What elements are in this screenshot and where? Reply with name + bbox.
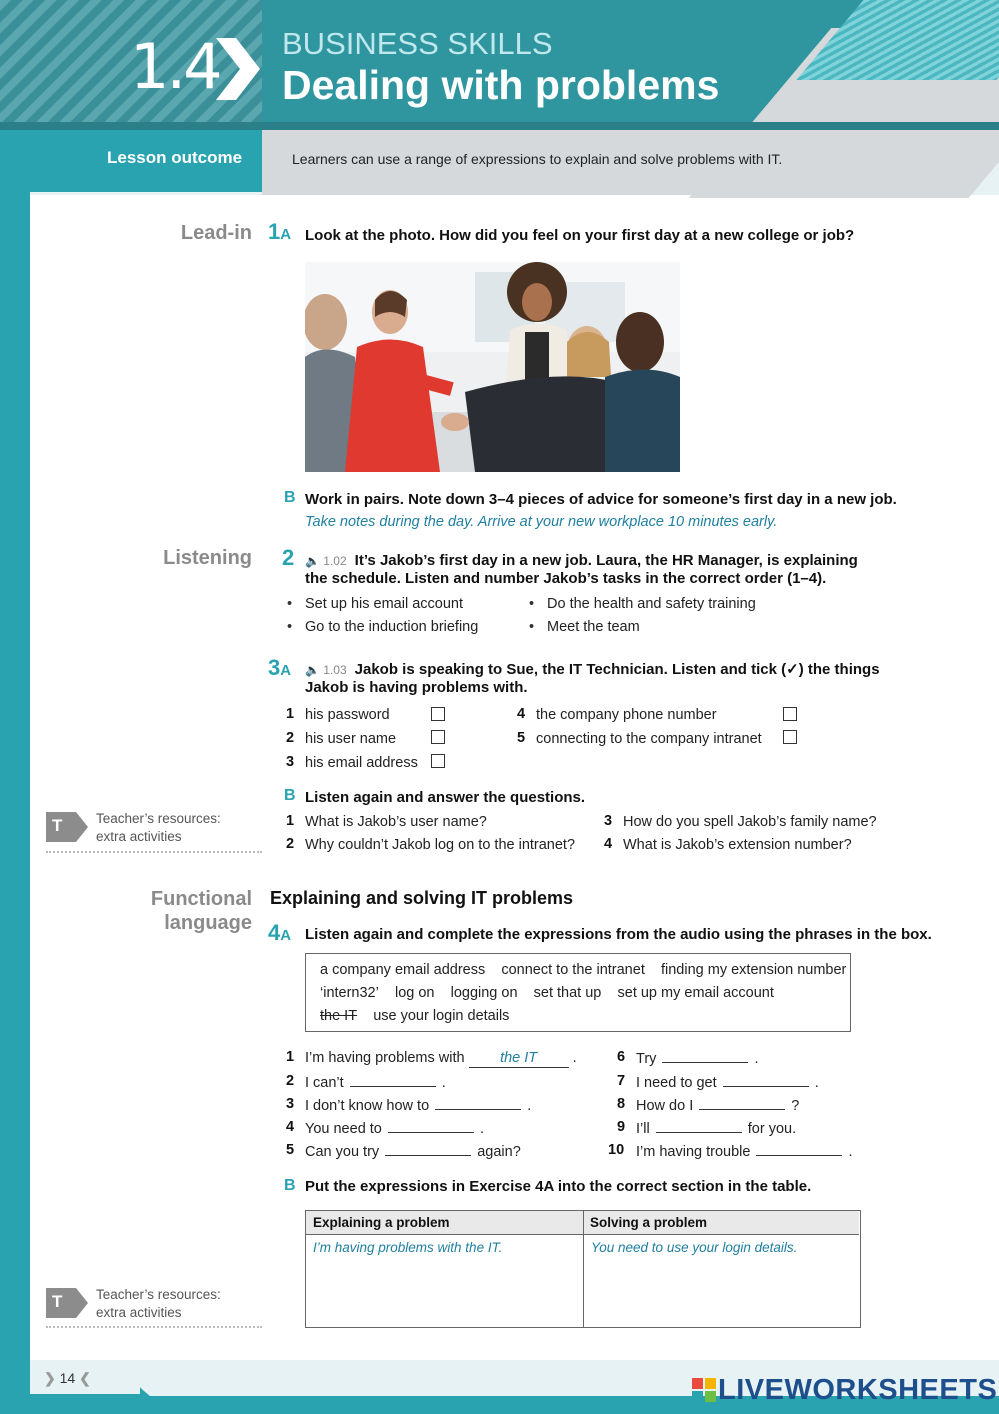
problem-text: his email address bbox=[305, 755, 418, 771]
page-number-value: 14 bbox=[59, 1370, 76, 1386]
exercise-3b-instruction: Listen again and answer the questions. bbox=[305, 789, 586, 806]
sentence: I can’t . bbox=[305, 1075, 446, 1091]
phrase-row bbox=[320, 961, 846, 979]
exercise-2-number: 2 bbox=[282, 545, 295, 570]
answer-blank[interactable] bbox=[656, 1119, 742, 1133]
liveworksheets-logo-icon bbox=[692, 1378, 716, 1402]
question-text: Why couldn’t Jakob log on to the intranet? bbox=[305, 837, 576, 853]
answer-blank[interactable] bbox=[388, 1119, 474, 1133]
tick-checkbox[interactable] bbox=[431, 754, 445, 768]
problem-text: his password bbox=[305, 707, 390, 723]
exercise-3a-instruction bbox=[305, 660, 880, 680]
table-divider bbox=[583, 1211, 584, 1327]
sentence-number: 7 bbox=[617, 1073, 626, 1089]
question-number: 4 bbox=[604, 836, 613, 852]
divider bbox=[46, 851, 262, 853]
teacher-icon-letter: T bbox=[52, 1292, 63, 1311]
task-item: • Meet the team bbox=[547, 619, 640, 635]
tick-checkbox[interactable] bbox=[431, 730, 445, 744]
answer-blank[interactable] bbox=[435, 1096, 521, 1110]
chevron-right-icon: ❯ bbox=[44, 1370, 56, 1386]
listening-heading: Listening bbox=[163, 547, 252, 569]
chevron-left-icon: ❮ bbox=[79, 1370, 91, 1386]
exercise-2-line-2: the schedule. Listen and number Jakob’s tasks in the correct order (1–4). bbox=[305, 570, 827, 587]
exercise-1a-instruction: Look at the photo. How did you feel on your first day at a new college or job? bbox=[305, 227, 855, 244]
sentence: I’m having problems with the IT . bbox=[305, 1050, 577, 1066]
tick-checkbox[interactable] bbox=[431, 707, 445, 721]
answer-blank[interactable] bbox=[350, 1073, 436, 1087]
exercise-4b-letter: B bbox=[284, 1177, 296, 1194]
divider bbox=[46, 1326, 262, 1328]
exercise-4a-letter: A bbox=[280, 927, 292, 944]
functional-language-title: Explaining and solving IT problems bbox=[270, 888, 574, 908]
answer-blank[interactable] bbox=[469, 1049, 569, 1068]
task-item: • Set up his email account bbox=[305, 596, 463, 612]
problem-text: his user name bbox=[305, 731, 397, 747]
sentence-number: 9 bbox=[617, 1119, 626, 1135]
sentence-number: 1 bbox=[286, 1049, 295, 1065]
phrase-row bbox=[320, 1007, 509, 1025]
page-number bbox=[44, 1370, 91, 1387]
task-item: • Go to the induction briefing bbox=[305, 619, 478, 635]
sentence-number: 3 bbox=[286, 1096, 295, 1112]
answer-blank[interactable] bbox=[385, 1142, 471, 1156]
unit-number: 1.4 bbox=[130, 30, 220, 103]
sentence-number: 4 bbox=[286, 1119, 295, 1135]
table-example-solving: You need to use your login details. bbox=[591, 1240, 798, 1255]
outcome-label: Lesson outcome bbox=[107, 148, 243, 167]
sentence-number: 6 bbox=[617, 1049, 626, 1065]
exercise-1a-letter: A bbox=[280, 226, 292, 243]
left-strip bbox=[0, 130, 30, 1390]
problem-text: the company phone number bbox=[536, 707, 717, 723]
phrase-item[interactable]: use your login details bbox=[373, 1008, 510, 1024]
exercise-4a-instruction: Listen again and complete the expressions from the audio using the phrases in the box. bbox=[305, 926, 932, 943]
exercise-1b-instruction: Work in pairs. Note down 3–4 pieces of advice for someone’s first day in a new job. bbox=[305, 491, 897, 508]
question-number: 1 bbox=[286, 813, 295, 829]
sentence: I’m having trouble . bbox=[636, 1144, 853, 1160]
audio-track-label: 1.02 bbox=[323, 554, 347, 568]
exercise-4b-instruction: Put the expressions in Exercise 4A into the correct section in the table. bbox=[305, 1178, 812, 1195]
speaker-icon: 🔈 bbox=[305, 663, 320, 677]
sentence-number: 2 bbox=[286, 1073, 295, 1089]
teacher-resources-label: Teacher’s resources: extra activities bbox=[96, 1287, 221, 1320]
problem-text: connecting to the company intranet bbox=[536, 731, 762, 747]
teacher-icon-letter: T bbox=[52, 816, 63, 835]
sentence: Can you try again? bbox=[305, 1144, 521, 1160]
answer-blank[interactable] bbox=[699, 1096, 785, 1110]
exercise-3a-line-1: Jakob is speaking to Sue, the IT Technician. Listen and tick (✓) the things bbox=[354, 661, 880, 678]
brand-wordmark: LIVEWORKSHEETS bbox=[718, 1374, 998, 1406]
table-header-explaining: Explaining a problem bbox=[306, 1211, 583, 1235]
functional-language-heading: Functional language bbox=[150, 888, 252, 934]
exercise-3-number: 3A bbox=[268, 655, 292, 680]
phrase-item[interactable]: finding my extension number bbox=[660, 962, 847, 978]
problem-number: 5 bbox=[517, 730, 526, 746]
chevron-right-icon bbox=[212, 38, 260, 100]
phrase-item[interactable]: set up my email account bbox=[617, 985, 774, 1001]
tick-checkbox[interactable] bbox=[783, 730, 797, 744]
table-cell-solving-input[interactable] bbox=[587, 1261, 857, 1323]
question-text: What is Jakob’s user name? bbox=[305, 814, 487, 830]
phrase-item[interactable]: set that up bbox=[533, 985, 602, 1001]
exercise-2-line-1: It’s Jakob’s first day in a new job. Laura, the HR Manager, is explaining bbox=[354, 552, 858, 569]
question-number: 3 bbox=[604, 813, 613, 829]
table-example-explaining: I’m having problems with the IT. bbox=[313, 1240, 503, 1255]
problem-number: 2 bbox=[286, 730, 295, 746]
exercise-1-number: 1A bbox=[268, 219, 292, 244]
sentence: You need to . bbox=[305, 1121, 484, 1137]
sentence: How do I ? bbox=[636, 1098, 800, 1114]
page-title: Dealing with problems bbox=[282, 62, 720, 108]
task-item: • Do the health and safety training bbox=[547, 596, 756, 612]
teacher-resources-label: Teacher’s resources: extra activities bbox=[96, 811, 221, 844]
sentence: I’ll for you. bbox=[636, 1121, 797, 1137]
lead-in-heading: Lead-in bbox=[180, 222, 252, 244]
audio-track-label: 1.03 bbox=[323, 663, 347, 677]
problem-number: 1 bbox=[286, 706, 295, 722]
sentence: I need to get . bbox=[636, 1075, 819, 1091]
tick-checkbox[interactable] bbox=[783, 707, 797, 721]
exercise-3a-letter: A bbox=[280, 662, 292, 679]
speaker-icon: 🔈 bbox=[305, 554, 320, 568]
problem-number: 3 bbox=[286, 754, 295, 770]
exercise-3a-line-2: Jakob is having problems with. bbox=[305, 679, 528, 696]
sentence: Try . bbox=[636, 1051, 759, 1067]
exercise-1b-sample-answer: Take notes during the day. Arrive at your new workplace 10 minutes early. bbox=[305, 514, 778, 530]
filled-answer: the IT bbox=[500, 1050, 538, 1066]
question-text: How do you spell Jakob’s family name? bbox=[623, 814, 877, 830]
expressions-table bbox=[305, 1210, 861, 1328]
phrase-item[interactable]: logging on bbox=[450, 985, 518, 1001]
phrase-item-used: the IT bbox=[320, 1008, 358, 1024]
phrase-item[interactable]: connect to the intranet bbox=[501, 962, 645, 978]
answer-blank[interactable] bbox=[723, 1073, 809, 1087]
table-cell-explaining-input[interactable] bbox=[308, 1261, 580, 1323]
outcome-text: Learners can use a range of expressions to explain and solve problems with IT. bbox=[292, 151, 783, 167]
section-label: BUSINESS SKILLS bbox=[282, 26, 553, 61]
phrase-item[interactable]: a company email address bbox=[320, 962, 486, 978]
phrase-item[interactable]: log on bbox=[394, 985, 435, 1001]
table-header-solving: Solving a problem bbox=[583, 1211, 859, 1235]
phrase-item[interactable]: ‘intern32’ bbox=[320, 985, 379, 1001]
sentence-number: 8 bbox=[617, 1096, 626, 1112]
answer-blank[interactable] bbox=[662, 1049, 748, 1063]
header-bottom-bar bbox=[0, 122, 999, 130]
question-number: 2 bbox=[286, 836, 295, 852]
business-meeting-photo bbox=[305, 262, 680, 472]
exercise-4-number: 4A bbox=[268, 920, 292, 945]
sentence: I don’t know how to . bbox=[305, 1098, 532, 1114]
sentence-number: 5 bbox=[286, 1142, 295, 1158]
phrase-row bbox=[320, 984, 774, 1002]
problem-number: 4 bbox=[517, 706, 526, 722]
question-text: What is Jakob’s extension number? bbox=[623, 837, 852, 853]
sentence-number: 10 bbox=[608, 1142, 625, 1158]
answer-blank[interactable] bbox=[756, 1142, 842, 1156]
exercise-3b-letter: B bbox=[284, 787, 296, 804]
exercise-1b-letter: B bbox=[284, 489, 296, 506]
exercise-2-instruction bbox=[305, 551, 858, 571]
